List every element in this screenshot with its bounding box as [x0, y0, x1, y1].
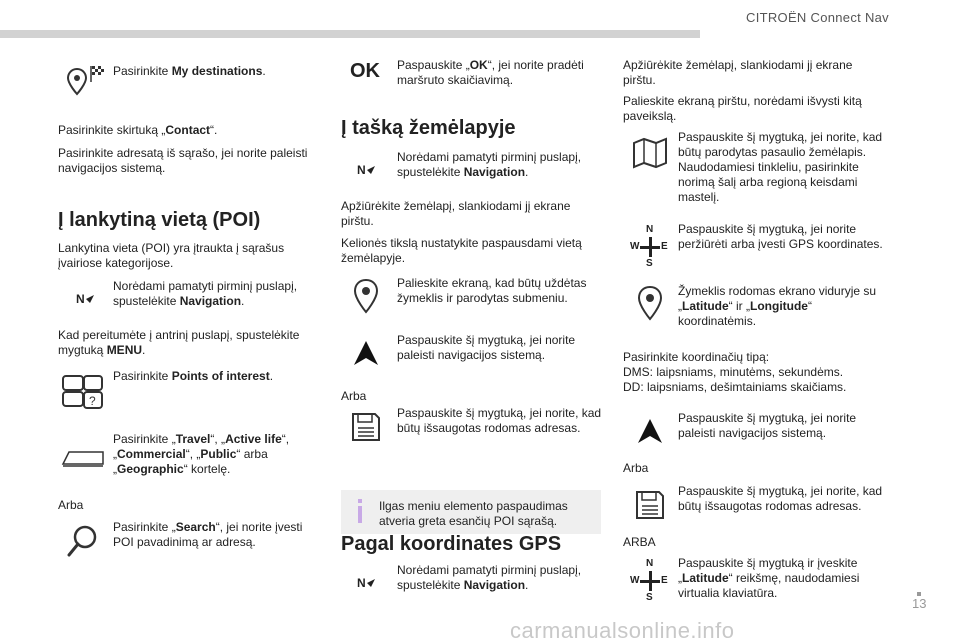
save-item-1 [341, 404, 606, 454]
save-icon [625, 482, 675, 528]
search-icon [58, 518, 108, 564]
brand-title: CITROËN Connect Nav [746, 10, 889, 25]
navigation-icon [341, 560, 391, 606]
tabs-text: Pasirinkite „Travel“, „Active life“, „Commercial“, „Public“ arba „Geographic“ kortelę. [113, 432, 290, 476]
select-paragraph: Kelionės tikslą nustatykite paspausdami vietą žemėlapyje. [341, 236, 582, 265]
svg-text:N: N [357, 576, 366, 590]
compass-icon: N S W E [630, 558, 668, 603]
navigation-icon [60, 276, 110, 322]
search-item [58, 518, 323, 564]
contact-paragraph: Pasirinkite skirtuką „Contact“. [58, 123, 218, 137]
go-item-1 [341, 330, 606, 376]
navigation-icon [341, 147, 391, 193]
browse-paragraph-3: Apžiūrėkite žemėlapį, slankiodami jį ekrane pirštu. [623, 58, 853, 87]
go-text-1: Paspauskite šį mygtuką, jei norite paleisti navigacijos sistemą. [397, 333, 576, 362]
pin-item [341, 273, 606, 319]
tab-icon [58, 434, 108, 480]
page-number: 13 [912, 596, 927, 611]
poi-category-icon [58, 367, 108, 413]
svg-text:N: N [76, 292, 85, 306]
save-text-2: Paspauskite šį mygtuką, jei norite, kad būtų išsaugotas rodomas adresas. [678, 484, 883, 513]
map-pin-icon [625, 280, 675, 326]
svg-text:N: N [357, 163, 366, 177]
pin-center-item [625, 280, 885, 330]
search-text: Pasirinkite „Search“, jei norite įvesti POI pavadinimą ar adresą. [113, 520, 303, 549]
address-paragraph: Pasirinkite adresatą iš sąrašo, jei norite paleisti navigacijos sistemą. [58, 146, 308, 175]
navigation-item-2 [341, 147, 606, 187]
poi-heading: Į lankytiną vietą (POI) [58, 209, 261, 231]
map-pin-icon [341, 273, 391, 319]
save-item-2 [625, 482, 885, 532]
save-icon [341, 404, 391, 450]
watermark: carmanualsonline.info [510, 618, 735, 643]
pin-center-text: Žymeklis rodomas ekrano viduryje su „Latitude“ ir „Longitude“ koordinatėmis. [678, 284, 877, 328]
my-destinations-item [60, 58, 320, 104]
latitude-item [625, 556, 885, 606]
ok-text: Paspauskite „OK“, jei norite pradėti maršruto skaičiavimą. [397, 58, 584, 87]
compass-icon: N S W E [630, 224, 668, 269]
map-heading: Į tašką žemėlapyje [341, 117, 516, 139]
navigation-text-1: Norėdami pamatyti pirminį puslapį, spustelėkite Navigation. [113, 279, 298, 308]
svg-text:?: ? [89, 394, 96, 408]
pin-text: Palieskite ekraną, kad būtų uždėtas žymeklis ir parodytas submeniu. [397, 276, 587, 305]
arba-label-3: Arba [623, 461, 649, 475]
gps-heading: Pagal koordinates GPS [341, 533, 562, 555]
world-map-item [625, 130, 885, 220]
world-map-icon [625, 130, 675, 176]
arba-label-2: Arba [341, 389, 367, 403]
navigation-item-1 [60, 276, 320, 316]
navigation-text-2: Norėdami pamatyti pirminį puslapį, spustelėkite Navigation. [397, 150, 582, 179]
ok-item [341, 56, 606, 96]
navigate-arrow-icon [341, 330, 391, 376]
go-text-2: Paspauskite šį mygtuką, jei norite paleisti navigacijos sistemą. [678, 411, 857, 440]
navigate-arrow-icon [625, 408, 675, 454]
arba-label-1: Arba [58, 498, 84, 512]
navigation-text-3: Norėdami pamatyti pirminį puslapį, spustelėkite Navigation. [397, 563, 582, 592]
latitude-text: Paspauskite šį mygtuką ir įveskite „Latitude“ reikšmę, naudodamiesi virtualia klaviatūra. [678, 556, 860, 600]
ok-icon: OK [350, 59, 380, 82]
flag-pin-icon [60, 58, 110, 104]
world-map-text: Paspauskite šį mygtuką, jei norite, kad būtų parodytas pasaulio žemėlapis. Naudodamiesi tinkleliu, pasirinkite norimą šalį arba regioną keisdami mastelį. [678, 130, 883, 204]
info-icon [355, 498, 365, 529]
save-text-1: Paspauskite šį mygtuką, jei norite, kad būtų išsaugotas rodomas adresas. [397, 406, 602, 435]
info-note-text: Ilgas meniu elemento paspaudimas atveria greta esančių POI sąrašą. [379, 499, 568, 528]
menu-paragraph: Kad pereitumėte į antrinį puslapį, spustelėkite mygtuką MENU. [58, 328, 300, 357]
poi-item [58, 367, 318, 413]
header-bar [0, 30, 700, 38]
gps-text: Paspauskite šį mygtuką, jei norite peržiūrėti arba įvesti GPS koordinates. [678, 222, 883, 251]
poi-item-text: Pasirinkite Points of interest. [113, 369, 274, 383]
my-destinations-text: Pasirinkite My destinations. [113, 64, 266, 78]
info-note [341, 490, 601, 534]
arba-label-4: ARBA [623, 535, 656, 549]
browse-paragraph-2: Apžiūrėkite žemėlapį, slankiodami jį ekrane pirštu. [341, 199, 571, 228]
poi-paragraph: Lankytina vieta (POI) yra įtraukta į sąrašus įvairiose kategorijose. [58, 241, 285, 270]
touch-paragraph: Palieskite ekraną pirštu, norėdami išvysti kitą paveikslą. [623, 94, 862, 123]
gps-item [625, 222, 885, 272]
tabs-item [58, 432, 323, 488]
coord-type-paragraph: Pasirinkite koordinačių tipą: DMS: laipsniams, minutėms, sekundėms. DD: laipsniams, dešimtainiams skaičiams. [623, 350, 847, 394]
go-item-2 [625, 408, 885, 454]
navigation-item-3 [341, 560, 606, 600]
